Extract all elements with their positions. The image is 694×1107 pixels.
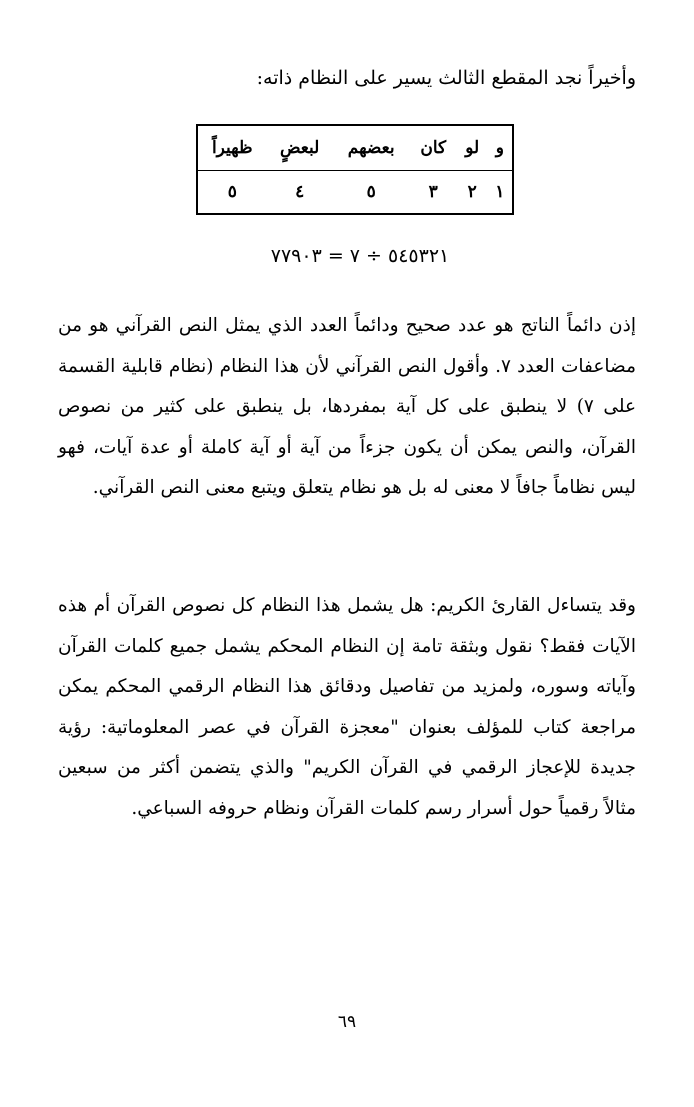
word-count-table [196,124,514,215]
intro-line: وأخيراً نجد المقطع الثالث يسير على النظام ذاته: [256,67,636,89]
count-cell: ٥ [366,182,376,202]
word-cell: ظهيراً [197,125,267,171]
count-cell: ٢ [467,182,477,202]
word-cell: لبعضٍ [267,125,333,171]
count-cell: ٥ [227,182,237,202]
word-cell: بعضهم [333,125,410,171]
count-cell: ١ [495,182,505,202]
paragraph-1: إذن دائماً الناتج هو عدد صحيح ودائماً العدد الذي يمثل النص القرآني هو من مضاعفات العدد ٧. وأقول النص القرآني لأن هذا النظام (نظام قابلية القسمة على ٧) لا ينطبق على كل آية بمفردها، بل ينطبق على كثير من نصوص القرآن، والنص يمكن أن يكون جزءاً من آية أو آية كاملة أو عدة آيات، فهو ليس نظاماً جافاً لا معنى له بل هو نظام يتعلق ويتبع معنى النص القرآني. [58,315,637,498]
page-number: ٦٩ [337,1012,357,1032]
word-cell: و [488,125,513,171]
word-cell: لو [457,125,488,171]
word-cell: كان [410,125,457,171]
count-cell: ٤ [295,182,305,202]
paragraph-2: وقد يتساءل القارئ الكريم: هل يشمل هذا النظام كل نصوص القرآن أم هذه الآيات فقط؟ نقول وبثقة تامة إن النظام المحكم يشمل جميع كلمات القرآن وآياته وسوره، ولمزيد من تفاصيل ودقائق هذا النظام الرقمي المحكم يمكن مراجعة كتاب للمؤلف بعنوان "معجزة القرآن في عصر المعلوماتية: رؤية جديدة للإعجاز الرقمي في القرآن الكريم" والذي يتضمن أكثر من سبعين مثالاً رقمياً حول أسرار رسم كلمات القرآن ونظام حروفه السباعي. [58,595,636,819]
counts-row [197,171,513,215]
count-cell: ٣ [428,182,438,202]
words-row [197,125,513,171]
division-equation: ٥٤٥٣٢١ ÷ ٧ = ٧٧٩٠٣ [270,245,450,267]
